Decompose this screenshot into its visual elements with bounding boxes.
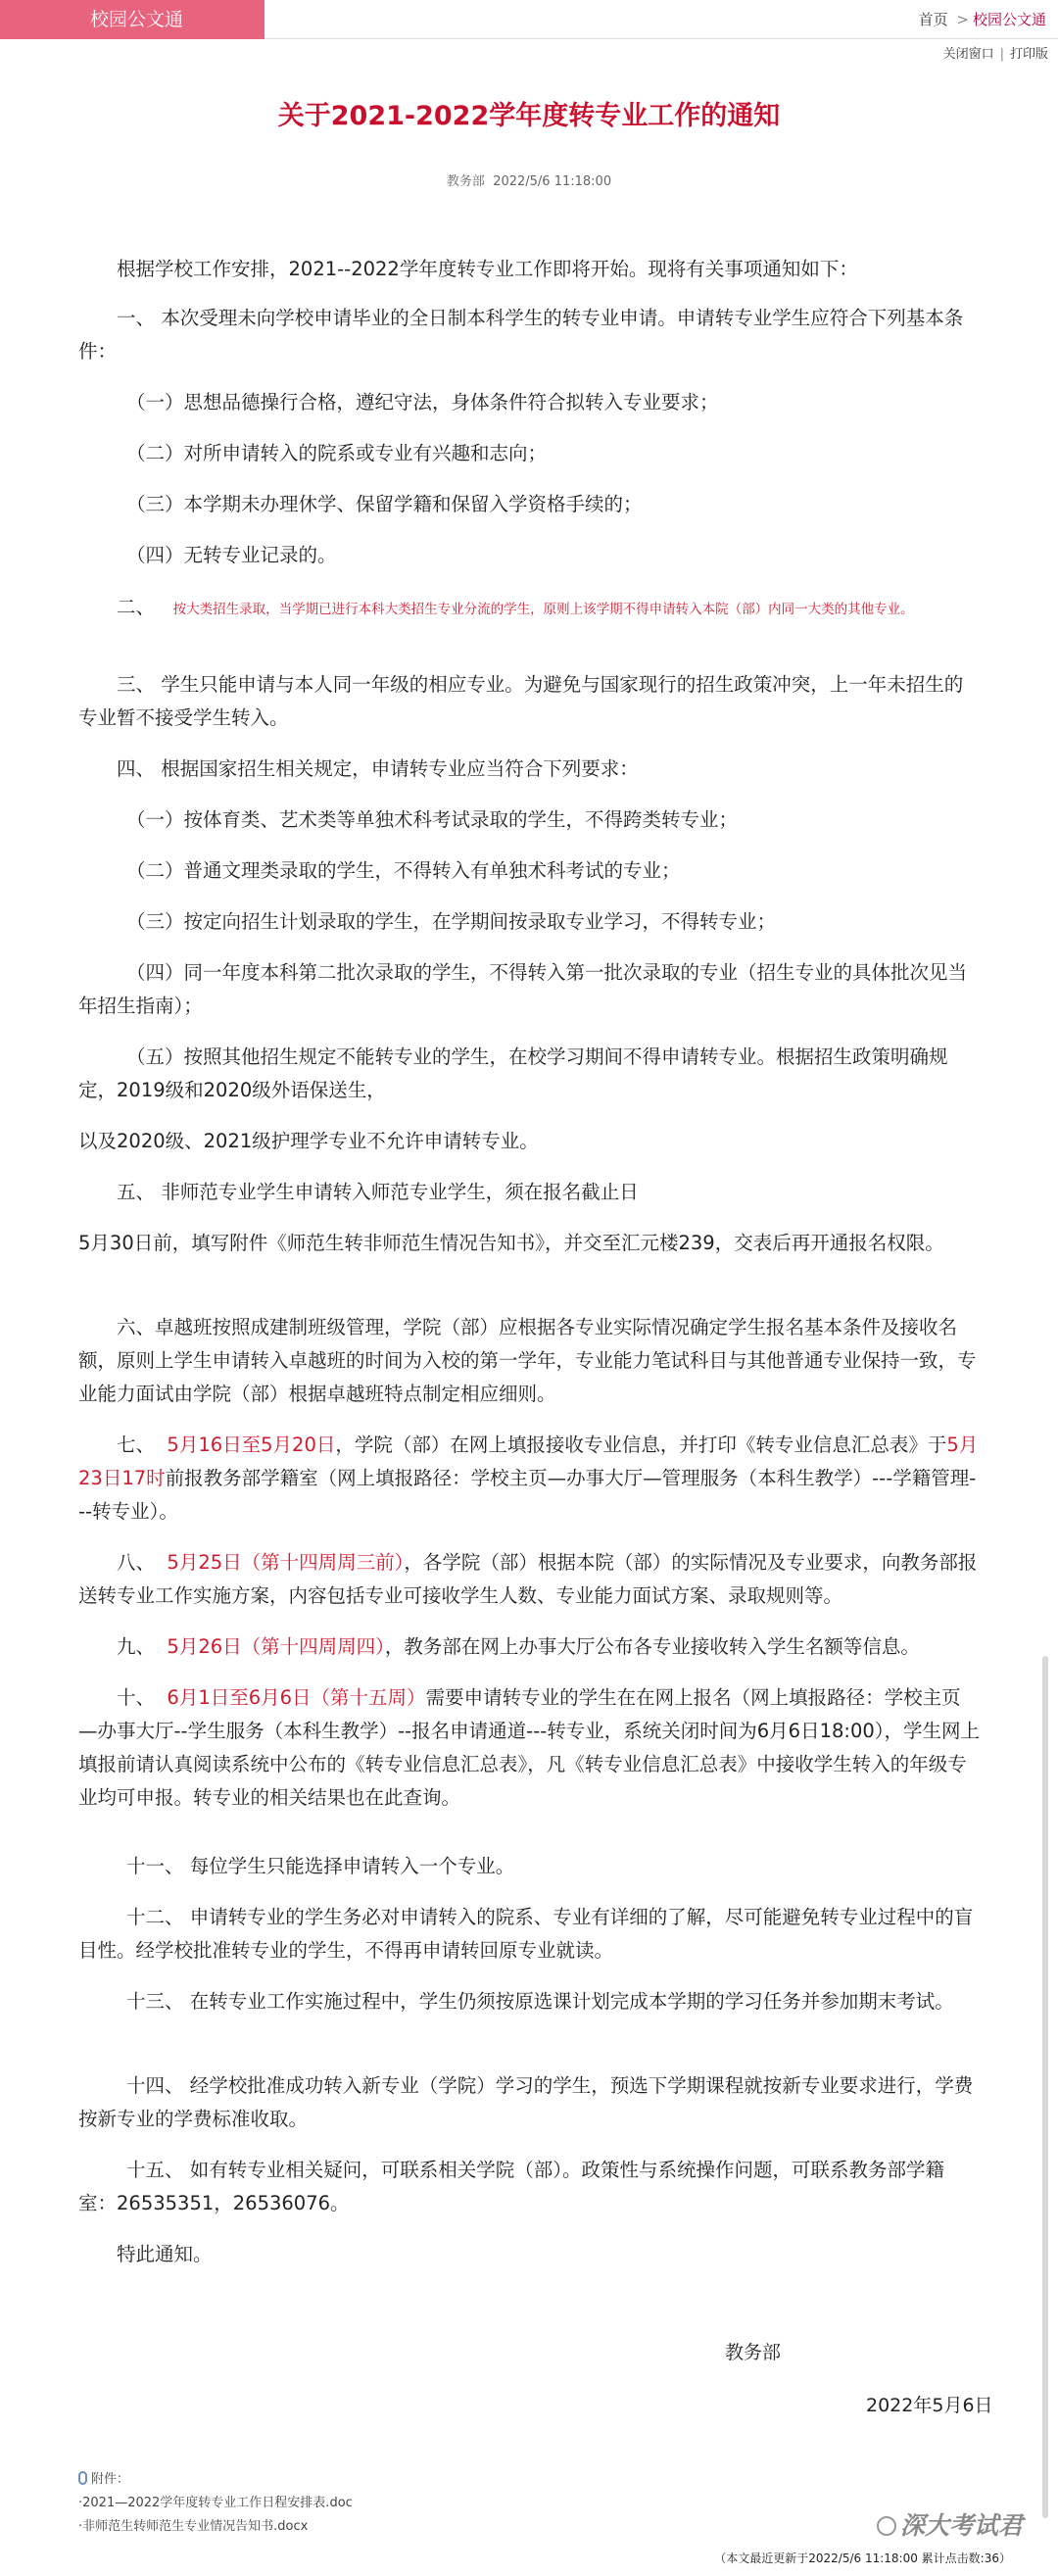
paragraph-7-text-2: 前报教务部学籍室（网上填报路径：学校主页—办事大厅—管理服务（本科生教学）---学籍管理---转专业）。 [78,1467,977,1523]
attachments-label: 附件： [91,2472,130,2487]
article-department: 教务部 [446,174,485,189]
paragraph-10-text: 需要申请转专业的学生在在网上报名（网上填报路径：学校主页—办事大厅--学生服务（本科生教学）--报名申请通道---转专业，系统关闭时间为6月6日18:00），学生网上填报前请认真阅读系统中公布的《转专业信息汇总表》，凡《转专业信息汇总表》中接收学生转入的年级专业均可申报。转专业的相关结果也在此查询。 [78,1686,981,1809]
paragraph-4-item-2: （二）普通文理类录取的学生，不得转入有单独术科考试的专业； [126,859,681,882]
paragraph-7-date-range: 5月16日至5月20日 [167,1434,336,1456]
paragraph-4-item-5-cont: 以及2020级、2021级护理学专业不允许申请转专业。 [78,1130,539,1152]
attachment-item: ·非师范生转师范生专业情况告知书.docx [78,2519,309,2534]
paragraph-9-date: 5月26日（第十四周周四） [167,1635,385,1658]
page-title: 关于2021-2022学年度转专业工作的通知 [277,101,781,131]
wechat-icon [877,2516,896,2536]
breadcrumb-separator: > [956,11,969,28]
paragraph-1-item-3: （三）本学期未办理休学、保留学籍和保留入学资格手续的； [126,493,643,515]
breadcrumb-current-link[interactable]: 校园公文通 [972,11,1046,28]
paragraph-7-text-1: ，学院（部）在网上填报接收专业信息，并打印《转专业信息汇总表》于 [335,1434,947,1456]
paragraph-5-cont: 5月30日前，填写附件《师范生转非师范生情况告知书》，并交至汇元楼239，交表后再开通报名权限。 [78,1232,944,1254]
article-meta [0,170,1058,189]
paragraph-1: 一、 本次受理未向学校申请毕业的全日制本科学生的转专业申请。申请转专业学生应符合下列基本条件： [78,307,964,363]
page-tools [943,43,1048,62]
watermark-text: 深大考试君 [899,2511,1023,2540]
watermark [877,2506,1023,2542]
paragraph-7-number: 七、 [117,1434,156,1456]
paragraph-10-date: 6月1日至6月6日（第十五周） [167,1686,426,1709]
attachments [78,2468,353,2539]
paragraph-4: 四、 根据国家招生相关规定，申请转专业应当符合下列要求： [117,757,639,780]
breadcrumb [919,0,1046,39]
top-bar [0,0,1058,39]
paragraph-12: 十二、 申请转专业的学生务必对申请转入的院系、专业有详细的了解，尽可能避免转专业过程中的盲目性。经学校批准转专业的学生，不得再申请转回原专业就读。 [78,1906,974,1962]
paragraph-8-date: 5月25日（第十四周周三前） [167,1551,405,1574]
paragraph-4-item-3: （三）按定向招生计划录取的学生，在学期间按录取专业学习，不得转专业； [126,910,777,933]
signature-org: 教务部 [725,2342,782,2363]
paragraph-6: 六、卓越班按照成建制班级管理，学院（部）应根据各专业实际情况确定学生报名基本条件及接收名额，原则上学生申请转入卓越班的时间为入校的第一学年，专业能力笔试科目与其他普通专业保持一致，专业能力面试由学院（部）根据卓越班特点制定相应细则。 [78,1316,977,1405]
paragraph-4-item-4: （四）同一年度本科第二批次录取的学生，不得转入第一批次录取的专业（招生专业的具体批次见当年招生指南）； [78,961,968,1017]
site-tab[interactable]: 校园公文通 [0,0,264,39]
paragraph-7 [78,1429,980,1529]
paragraph-3: 三、 学生只能申请与本人同一年级的相应专业。为避免与国家现行的招生政策冲突，上一年未招生的专业暂不接受学生转入。 [78,673,964,729]
paperclip-icon [78,2471,87,2485]
update-info: （本文最近更新于2022/5/6 11:18:00 累计点击数:36） [714,2552,1011,2565]
attachment-item: ·2021—2022学年度转专业工作日程安排表.doc [78,2496,353,2510]
paragraph-2-number: 二、 [117,596,156,618]
scrollbar[interactable] [1042,1656,1048,2518]
attachment-link[interactable]: 非师范生转师范生专业情况告知书.docx [82,2519,309,2534]
paragraph-10-number: 十、 [117,1686,156,1709]
paragraph-2-highlight: 按大类招生录取，当学期已进行本科大类招生专业分流的学生，原则上该学期不得申请转入本院（部）内同一大类的其他专业。 [172,602,914,617]
paragraph-4-item-5: （五）按照其他招生规定不能转专业的学生，在校学习期间不得申请转专业。根据招生政策明确规定，2019级和2020级外语保送生， [78,1045,948,1101]
tools-divider: | [999,47,1004,62]
paragraph-9-text: ，教务部在网上办事大厅公布各专业接收转入学生名额等信息。 [384,1635,920,1658]
paragraph-8-text: ，各学院（部）根据本院（部）的实际情况及专业要求，向教务部报送转专业工作实施方案，内容包括专业可接收学生人数、专业能力面试方案、录取规则等。 [78,1551,978,1607]
print-version-link[interactable]: 打印版 [1009,47,1048,62]
breadcrumb-home-link[interactable]: 首页 [918,11,948,28]
paragraph-11: 十一、 每位学生只能选择申请转入一个专业。 [126,1855,515,1877]
article-published-time: 2022/5/6 11:18:00 [493,174,612,189]
paragraph-5: 五、 非师范专业学生申请转入师范专业学生，须在报名截止日 [117,1181,639,1203]
paragraph-9 [78,1630,980,1664]
paragraph-1-item-4: （四）无转专业记录的。 [126,544,337,566]
paragraph-2 [78,591,980,626]
paragraph-10 [78,1681,980,1815]
paragraph-8 [78,1546,980,1613]
attachment-link[interactable]: 2021—2022学年度转专业工作日程安排表.doc [82,2496,353,2510]
paragraph-closing: 特此通知。 [117,2243,213,2265]
paragraph-8-number: 八、 [117,1551,156,1574]
paragraph-1-item-2: （二）对所申请转入的院系或专业有兴趣和志向； [126,442,548,464]
paragraph-13: 十三、 在转专业工作实施过程中，学生仍须按原选课计划完成本学期的学习任务并参加期末考试。 [126,1990,954,2013]
paragraph-15: 十五、 如有转专业相关疑问，可联系相关学院（部）。政策性与系统操作问题，可联系教务部学籍室：26535351，26536076。 [78,2159,944,2214]
signature-date: 2022年5月6日 [866,2395,993,2416]
paragraph-9-number: 九、 [117,1635,156,1658]
paragraph-14: 十四、 经学校批准成功转入新专业（学院）学习的学生，预选下学期课程就按新专业要求进行，学费按新专业的学费标准收取。 [78,2074,974,2130]
close-window-link[interactable]: 关闭窗口 [942,47,994,62]
paragraph-7-deadline: 5月23日17时 [78,1434,979,1489]
paragraph-1-item-1: （一）思想品德操行合格，遵纪守法，身体条件符合拟转入专业要求； [126,391,719,413]
paragraph-intro: 根据学校工作安排，2021--2022学年度转专业工作即将开始。现将有关事项通知如下： [117,258,858,280]
attachments-header [78,2468,353,2492]
paragraph-4-item-1: （一）按体育类、艺术类等单独术科考试录取的学生，不得跨类转专业； [126,808,739,831]
